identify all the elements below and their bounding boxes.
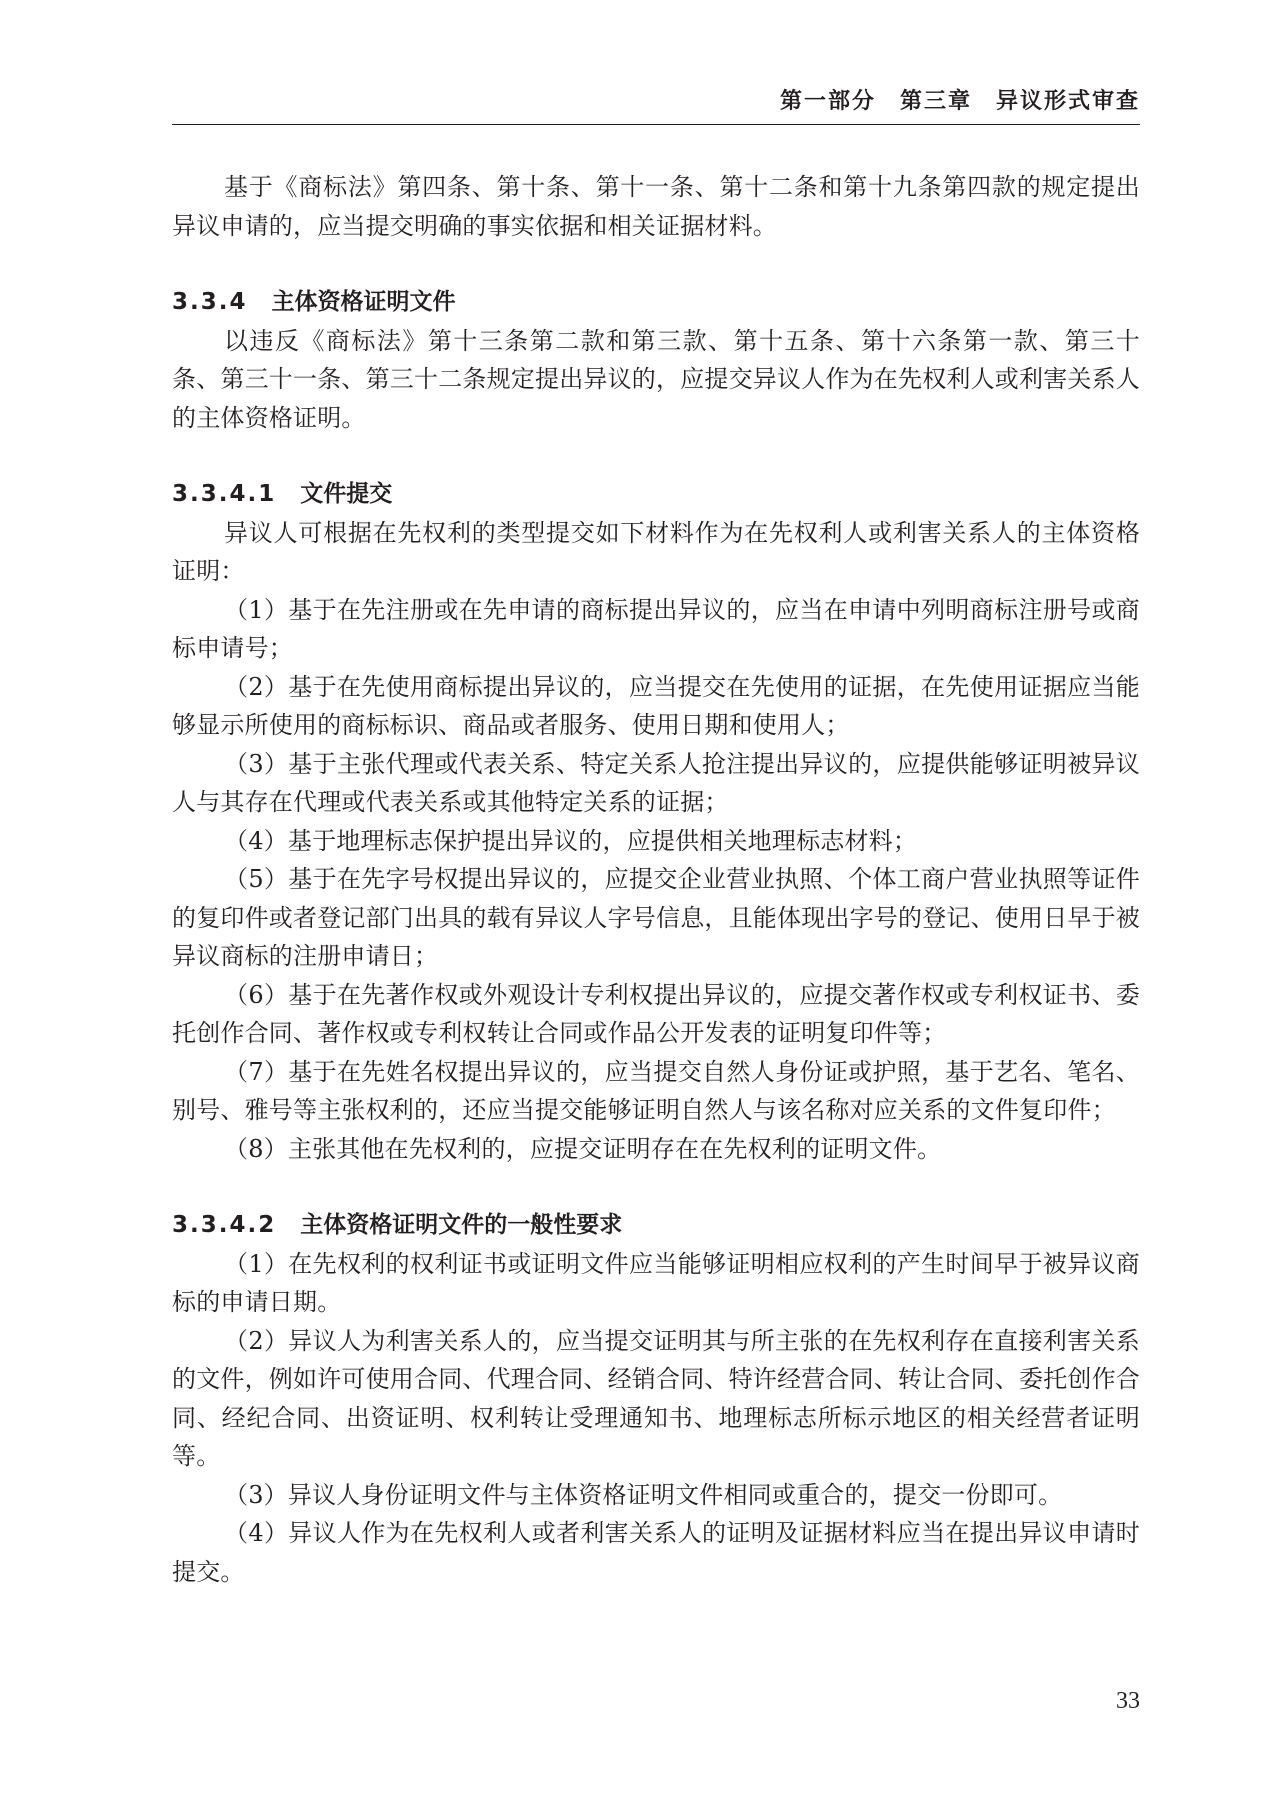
page-number: 33 xyxy=(1116,1688,1140,1714)
list-item: （2）异议人为利害关系人的，应当提交证明其与所主张的在先权利存在直接利害关系的文件，例如许可使用合同、代理合同、经销合同、特许经营合同、转让合同、委托创作合同、经纪合同、出资证明、权利转让受理通知书、地理标志所标示地区的相关经营者证明等。 xyxy=(172,1326,1140,1470)
list-item: （3）异议人身份证明文件与主体资格证明文件相同或重合的，提交一份即可。 xyxy=(224,1480,1063,1509)
intro-paragraph: 基于《商标法》第四条、第十条、第十一条、第十二条和第十九条第四款的规定提出异议申请的，应当提交明确的事实依据和相关证据材料。 xyxy=(172,173,1140,240)
list-item: （5）基于在先字号权提出异议的，应提交企业营业执照、个体工商户营业执照等证件的复印件或者登记部门出具的载有异议人字号信息，且能体现出字号的登记、使用日早于被异议商标的注册申请日； xyxy=(172,865,1140,970)
section-heading-3-3-4-2 xyxy=(172,1206,1140,1245)
section-number: 3.3.4 xyxy=(172,289,248,315)
list-item: （1）基于在先注册或在先申请的商标提出异议的，应当在申请中列明商标注册号或商标申请号； xyxy=(172,595,1140,662)
list-item: （1）在先权利的权利证书或证明文件应当能够证明相应权利的产生时间早于被异议商标的申请日期。 xyxy=(172,1249,1140,1316)
list-item: （2）基于在先使用商标提出异议的，应当提交在先使用的证据，在先使用证据应当能够显示所使用的商标标识、商品或者服务、使用日期和使用人； xyxy=(172,672,1140,739)
section-number: 3.3.4.2 xyxy=(172,1212,277,1238)
section-heading-3-3-4 xyxy=(172,283,1140,322)
paragraph: 异议人可根据在先权利的类型提交如下材料作为在先权利人或利害关系人的主体资格证明： xyxy=(172,518,1140,585)
section-number: 3.3.4.1 xyxy=(172,481,277,507)
list-item: （7）基于在先姓名权提出异议的，应当提交自然人身份证或护照，基于艺名、笔名、别号、雅号等主张权利的，还应当提交能够证明自然人与该名称对应关系的文件复印件； xyxy=(172,1057,1140,1124)
list-item: （3）基于主张代理或代表关系、特定关系人抢注提出异议的，应提供能够证明被异议人与其存在代理或代表关系或其他特定关系的证据； xyxy=(172,749,1140,816)
section-title: 主体资格证明文件 xyxy=(271,289,456,315)
list-item: （6）基于在先著作权或外观设计专利权提出异议的，应提交著作权或专利权证书、委托创作合同、著作权或专利权转让合同或作品公开发表的证明复印件等； xyxy=(172,980,1140,1047)
list-item: （8）主张其他在先权利的，应提交证明存在在先权利的证明文件。 xyxy=(224,1134,942,1163)
section-title: 文件提交 xyxy=(300,481,393,507)
running-title: 第一部分 第三章 异议形式审查 xyxy=(779,89,1140,114)
section-title: 主体资格证明文件的一般性要求 xyxy=(300,1212,623,1238)
section-heading-3-3-4-1 xyxy=(172,475,1140,514)
list-item: （4）异议人作为在先权利人或者利害关系人的证明及证据材料应当在提出异议申请时提交。 xyxy=(172,1519,1140,1586)
list-item: （4）基于地理标志保护提出异议的，应提供相关地理标志材料； xyxy=(224,826,918,855)
page-content xyxy=(172,168,1140,1591)
running-header xyxy=(172,80,1140,125)
paragraph: 以违反《商标法》第十三条第二款和第三款、第十五条、第十六条第一款、第三十条、第三十一条、第三十二条规定提出异议的，应提交异议人作为在先权利人或利害关系人的主体资格证明。 xyxy=(172,326,1140,432)
